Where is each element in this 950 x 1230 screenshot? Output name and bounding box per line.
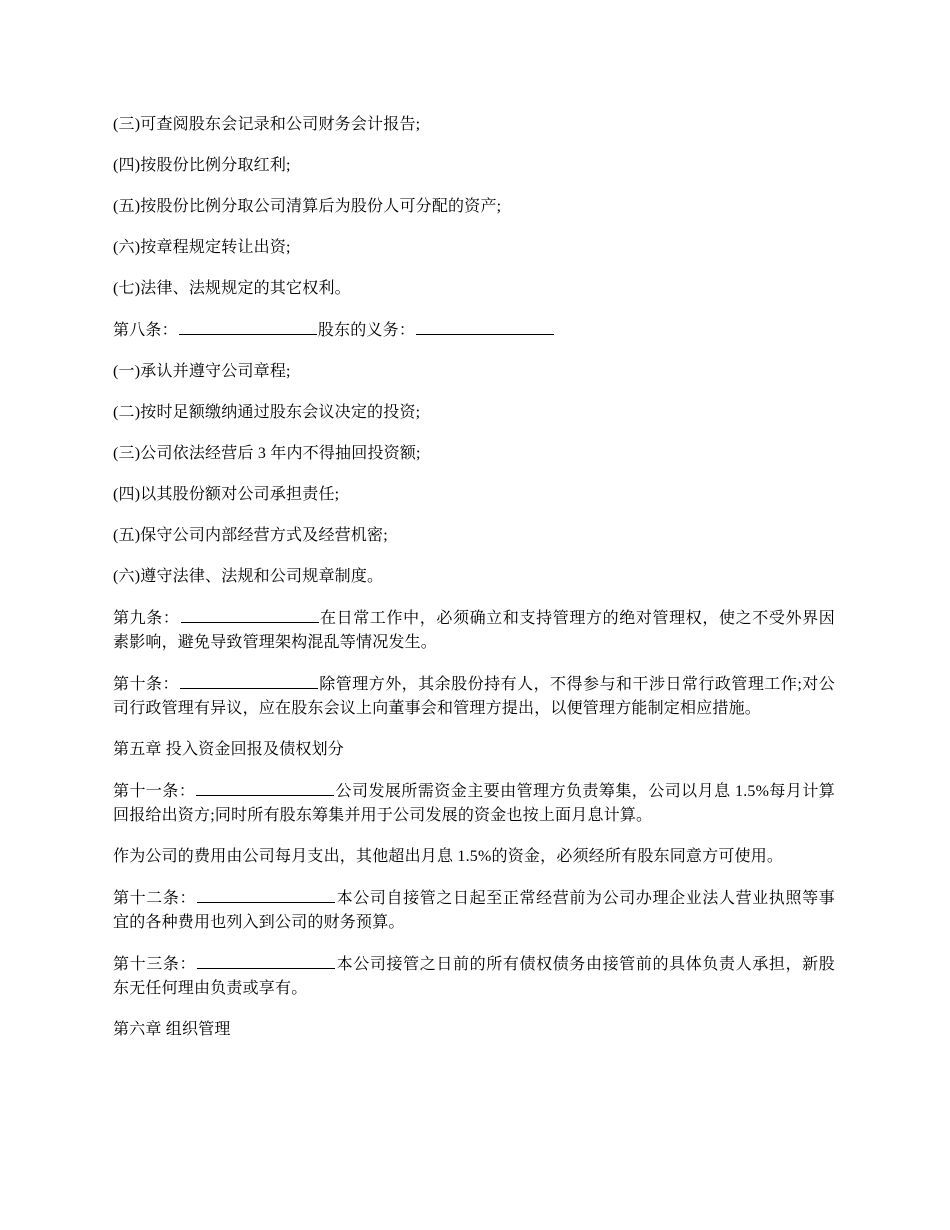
chapter-6-heading: 第六章 组织管理 (113, 1021, 231, 1038)
blank-line (197, 952, 335, 969)
article-10 (113, 672, 835, 721)
article-11 (113, 779, 835, 828)
duty-item-2: (二)按时足额缴纳通过股东会议决定的投资; (113, 404, 421, 421)
right-item-5: (五)按股份比例分取公司清算后为股份人可分配的资产; (113, 198, 502, 215)
chapter-5-heading: 第五章 投入资金回报及债权划分 (113, 741, 345, 758)
article-8-middle: 股东的义务： (317, 322, 416, 339)
article-9-prefix: 第九条： (113, 610, 180, 627)
article-13-text: 本公司接管之日前的所有债权债务由接管前的具体负责人承担，新股东无任何理由负责或享有。 (113, 956, 835, 997)
right-item-3: (三)可查阅股东会记录和公司财务会计报告; (113, 116, 421, 133)
article-8-prefix: 第八条： (113, 322, 178, 339)
blank-line (180, 672, 318, 689)
article-11-text: 公司发展所需资金主要由管理方负责筹集，公司以月息 1.5%每月计算回报给出资方;同时所有股东筹集并用于公司发展的资金也按上面月息计算。 (113, 783, 835, 824)
blank-line (197, 886, 335, 903)
article-10-text: 除管理方外，其余股份持有人，不得参与和干涉日常行政管理工作;对公司行政管理有异议，应在股东会议上向董事会和管理方提出，以便管理方能制定相应措施。 (113, 676, 835, 717)
document-body (113, 113, 835, 1059)
blank-line (181, 606, 319, 623)
article-8 (113, 318, 835, 343)
blank-line (416, 318, 554, 335)
blank-line (196, 779, 334, 796)
article-11-continuation: 作为公司的费用由公司每月支出，其他超出月息 1.5%的资金，必须经所有股东同意方可使用。 (113, 848, 784, 865)
article-9 (113, 606, 835, 655)
duty-item-1: (一)承认并遵守公司章程; (113, 363, 291, 380)
duty-item-4: (四)以其股份额对公司承担责任; (113, 486, 340, 503)
article-12-text: 本公司自接管之日起至正常经营前为公司办理企业法人营业执照等事宜的各种费用也列入到公司的财务预算。 (113, 890, 835, 931)
right-item-6: (六)按章程规定转让出资; (113, 239, 291, 256)
duty-item-5: (五)保守公司内部经营方式及经营机密; (113, 527, 388, 544)
right-item-4: (四)按股份比例分取红利; (113, 157, 291, 174)
article-11-prefix: 第十一条： (113, 783, 196, 800)
article-13-prefix: 第十三条： (113, 956, 197, 973)
right-item-7: (七)法律、法规规定的其它权利。 (113, 280, 351, 297)
article-12 (113, 886, 835, 935)
article-10-prefix: 第十条： (113, 676, 179, 693)
article-12-prefix: 第十二条： (113, 890, 197, 907)
article-9-text: 在日常工作中，必须确立和支持管理方的绝对管理权，使之不受外界因素影响，避免导致管理架构混乱等情况发生。 (113, 610, 835, 651)
duty-item-3: (三)公司依法经营后 3 年内不得抽回投资额; (113, 445, 421, 462)
article-13 (113, 952, 835, 1001)
duty-item-6: (六)遵守法律、法规和公司规章制度。 (113, 568, 384, 585)
blank-line (179, 318, 317, 335)
